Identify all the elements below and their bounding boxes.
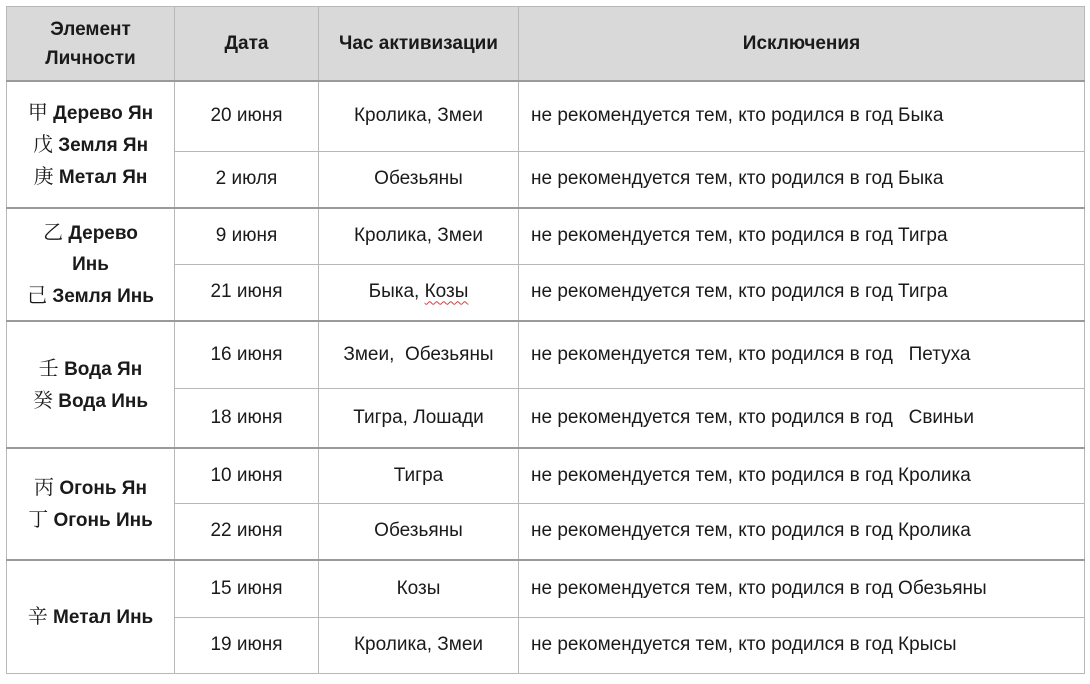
element-cell (7, 321, 175, 448)
exception-cell: не рекомендуется тем, кто родился в год Крысы (519, 617, 1085, 673)
date-cell: 10 июня (175, 448, 319, 503)
hanzi-glyph: 乙 (43, 220, 64, 244)
element-name: Вода Ян (64, 358, 143, 380)
element-line (7, 601, 174, 633)
exception-cell: не рекомендуется тем, кто родился в год Обезьяны (519, 560, 1085, 617)
table-row (7, 208, 1085, 264)
hanzi-glyph: 己 (27, 283, 48, 307)
hour-cell: Змеи, Обезьяны (319, 321, 519, 388)
table-row (7, 448, 1085, 503)
date-cell: 16 июня (175, 321, 319, 388)
hanzi-glyph: 庚 (33, 163, 54, 188)
element-name: Огонь Ян (59, 478, 147, 499)
exception-cell: не рекомендуется тем, кто родился в год Кролика (519, 448, 1085, 503)
element-name: Метал Ян (58, 166, 148, 188)
element-line (7, 385, 174, 417)
exception-cell: не рекомендуется тем, кто родился в год Свиньи (519, 388, 1085, 448)
date-cell: 18 июня (175, 388, 319, 448)
date-cell: 20 июня (175, 81, 319, 151)
element-line (7, 280, 174, 312)
date-cell: 2 июля (175, 151, 319, 208)
hanzi-glyph: 甲 (27, 99, 48, 124)
element-line (7, 504, 174, 536)
element-line (7, 161, 174, 193)
hour-cell: Козы (319, 560, 519, 617)
hour-cell (319, 264, 519, 321)
element-line (7, 353, 174, 385)
element-line (7, 472, 174, 504)
element-cell (7, 208, 175, 321)
table-row (7, 321, 1085, 388)
element-name: Дерево Ян (53, 102, 154, 124)
element-name: Земля Инь (52, 286, 154, 307)
element-name: Огонь Инь (53, 510, 153, 531)
hanzi-glyph: 辛 (27, 603, 48, 628)
date-cell: 21 июня (175, 264, 319, 321)
exception-cell: не рекомендуется тем, кто родился в год Тигра (519, 208, 1085, 264)
header-row (7, 7, 1085, 82)
hour-cell: Тигра (319, 448, 519, 503)
element-cell (7, 81, 175, 208)
element-cell (7, 560, 175, 673)
element-line (7, 217, 174, 249)
hour-cell: Кролика, Змеи (319, 617, 519, 673)
element-name: Инь (72, 254, 109, 275)
element-name: Земля Ян (58, 134, 149, 156)
element-name: Метал Инь (53, 606, 154, 628)
exception-cell: не рекомендуется тем, кто родился в год Быка (519, 81, 1085, 151)
header-hour: Час активизации (319, 7, 519, 82)
element-name: Вода Инь (58, 390, 149, 412)
table-row (7, 560, 1085, 617)
header-element-line1: Элемент (50, 18, 131, 40)
hanzi-glyph: 戊 (32, 131, 53, 156)
exception-cell: не рекомендуется тем, кто родился в год Тигра (519, 264, 1085, 321)
exception-cell: не рекомендуется тем, кто родился в год Кролика (519, 503, 1085, 560)
header-exceptions: Исключения (519, 7, 1085, 82)
table-row (7, 81, 1085, 151)
element-line (7, 129, 174, 161)
hanzi-glyph: 丙 (34, 475, 55, 499)
date-cell: 9 июня (175, 208, 319, 264)
element-line (7, 97, 174, 129)
element-line (7, 249, 174, 280)
hour-part: Быка, (368, 281, 425, 303)
hanzi-glyph: 丁 (28, 507, 49, 531)
header-element-line2: Личности (45, 47, 136, 69)
header-element (7, 7, 175, 82)
exception-cell: не рекомендуется тем, кто родился в год Петуха (519, 321, 1085, 388)
date-cell: 19 июня (175, 617, 319, 673)
hour-cell: Обезьяны (319, 151, 519, 208)
date-cell: 15 июня (175, 560, 319, 617)
hanzi-glyph: 壬 (38, 355, 59, 380)
spellcheck-word: Козы (424, 281, 469, 303)
hour-cell: Обезьяны (319, 503, 519, 560)
hour-cell: Тигра, Лошади (319, 388, 519, 448)
header-date: Дата (175, 7, 319, 82)
hour-cell: Кролика, Змеи (319, 81, 519, 151)
hanzi-glyph: 癸 (32, 387, 53, 412)
element-name: Дерево (68, 223, 138, 244)
date-cell: 22 июня (175, 503, 319, 560)
element-cell (7, 448, 175, 560)
exception-cell: не рекомендуется тем, кто родился в год Быка (519, 151, 1085, 208)
hour-cell: Кролика, Змеи (319, 208, 519, 264)
activation-table (6, 6, 1085, 674)
